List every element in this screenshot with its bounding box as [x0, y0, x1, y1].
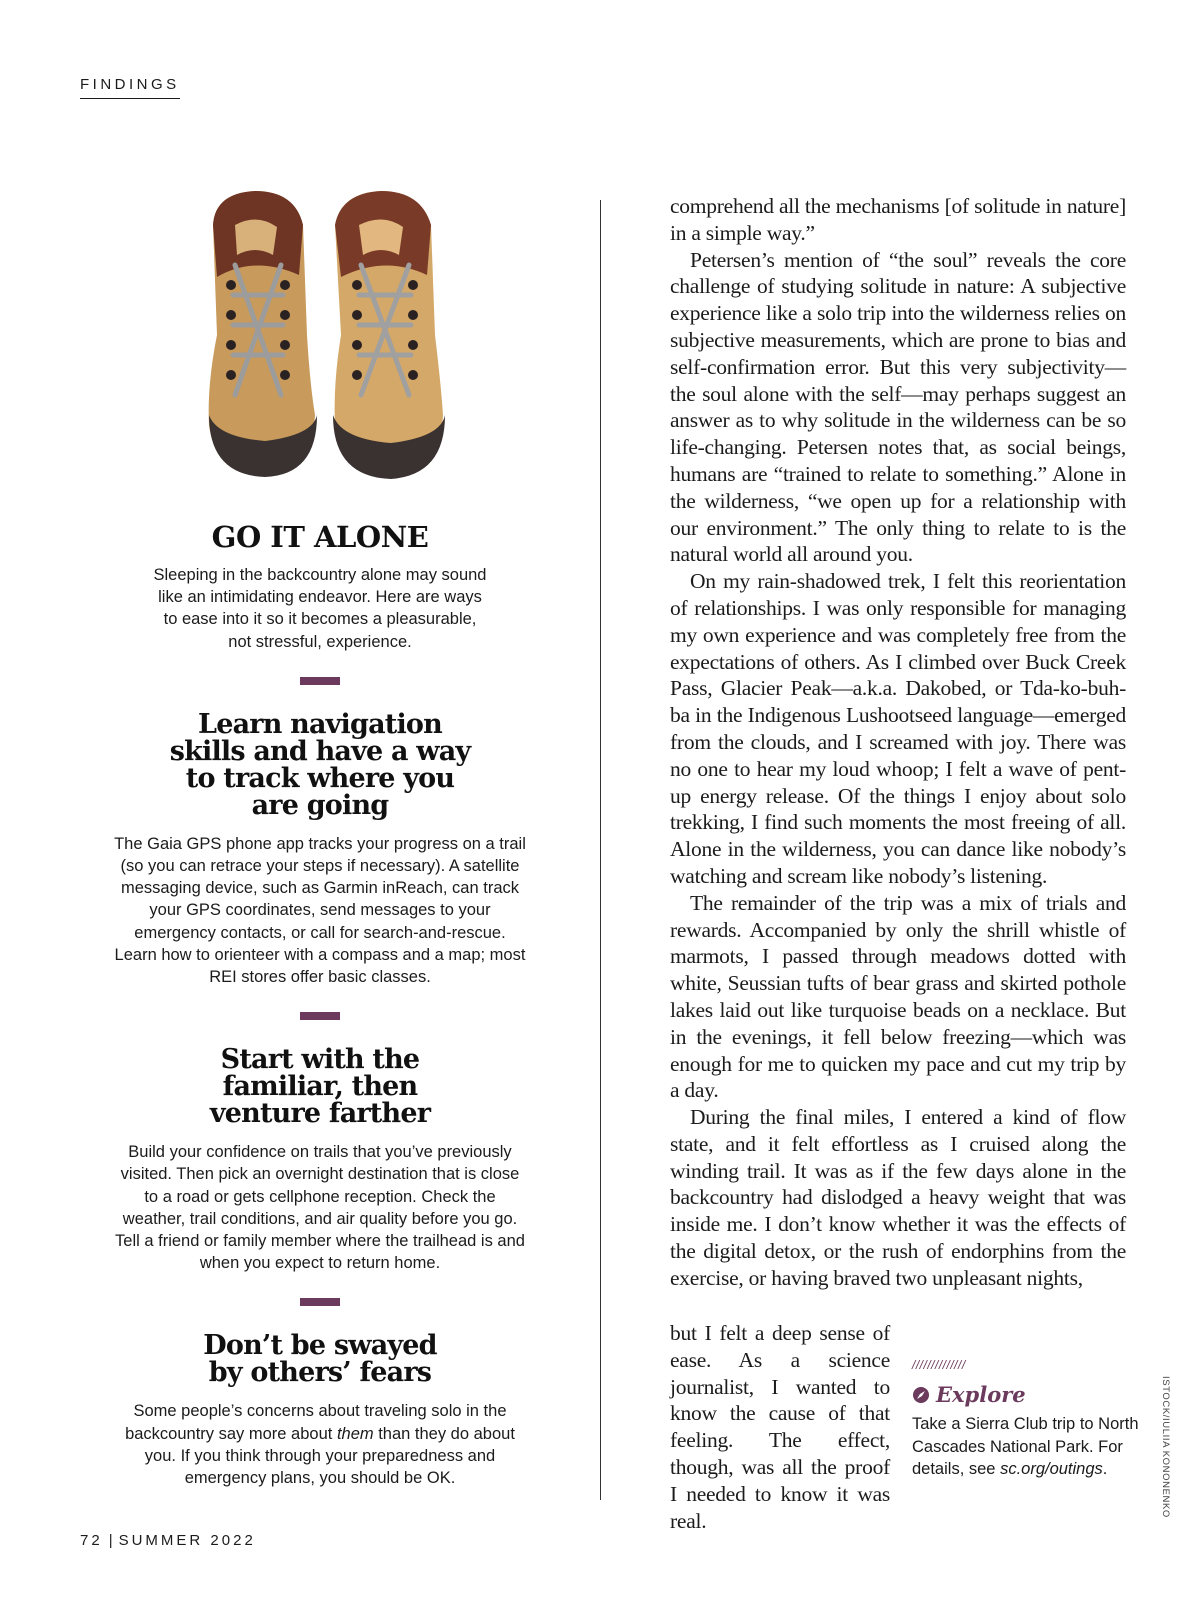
- article-paragraph: Petersen’s mention of “the soul” reveals the core challenge of studying solitude in nature: A subjective experience like a solo trip into the wilderness relies on subjective measurements, which are prone to bias and self-confirmation error. But this very subjectivity—the soul alone with the self—may perhaps suggest an answer as to why solitude in the wilderness can be so life-changing. Petersen notes that, as social beings, humans are “trained to relate to something.” Alone in the wilderness, “we open up for a relationship with our environment.” The only thing to relate to is the natural world all around you.: [670, 247, 1126, 567]
- tip-heading: Don’t be swayed by others’ fears: [203, 1330, 437, 1389]
- explore-text-end: .: [1102, 1460, 1108, 1478]
- explore-text: [912, 1413, 1142, 1481]
- left-boot: [209, 191, 317, 477]
- tip-body-emphasis: them: [336, 1424, 374, 1443]
- tip-body: [100, 1400, 540, 1489]
- article-paragraph: The remainder of the trip was a mix of trials and rewards. Accompanied by only the shrill whistle of marmots, I passed through meadows dotted with white, Seussian tufts of bear grass and skirted pothole lakes laid out like turquoise beads on a necklace. But in the evenings, it fell below freezing—which was enough for me to quicken my pace and cut my trip by a day.: [670, 890, 1126, 1103]
- article-body: [670, 193, 1126, 1292]
- tip-heading: Start with the familiar, then venture farther: [209, 1044, 431, 1130]
- sidebar-go-it-alone: [100, 520, 540, 1489]
- page-number: 72: [80, 1532, 103, 1549]
- tip-body: The Gaia GPS phone app tracks your progress on a trail (so you can retrace your steps if necessary). A satellite messaging device, such as Garmin inReach, can track your GPS coordinates, send messages to your emergency contacts, or call for search-and-rescue. Learn how to orienteer with a compass and a map; most REI stores offer basic classes.: [114, 834, 526, 987]
- tip-body-text: than they do about you. If you think through your preparedness and emergency plans, you should be OK.: [144, 1424, 515, 1488]
- article-paragraph: comprehend all the mechanisms [of solitude in nature] in a simple way.”: [670, 194, 1126, 245]
- right-boot: [333, 191, 445, 479]
- explore-link[interactable]: sc.org/outings: [1000, 1460, 1103, 1478]
- tip-body: Build your confidence on trails that you’ve previously visited. Then pick an overnight destination that is close to a road or gets cellphone reception. Check the weather, trail conditions, and air quality before you go. Tell a friend or family member where the trailhead is and when you expect to return home.: [115, 1143, 525, 1273]
- hiking-boots-illustration: [195, 185, 455, 485]
- explore-heading: [912, 1382, 1142, 1407]
- divider: [300, 1298, 340, 1306]
- explore-decoration: //////////////: [912, 1358, 966, 1372]
- sidebar-title: GO IT ALONE: [211, 520, 429, 554]
- issue-label: SUMMER 2022: [118, 1532, 256, 1549]
- compass-icon: [912, 1386, 930, 1404]
- explore-box: [912, 1358, 1142, 1481]
- photo-credit: ISTOCK/IULIIA KONONENKO: [1160, 1376, 1171, 1518]
- sidebar-intro: Sleeping in the backcountry alone may sound like an intimidating endeavor. Here are ways to ease into it so it becomes a pleasurable, not stressful, experience.: [153, 566, 487, 651]
- tip-heading: Learn navigation skills and have a way to track where you are going: [169, 708, 471, 821]
- article-paragraph: During the final miles, I entered a kind of flow state, and it felt effortless as I cruised along the winding trail. It was as if the few days alone in the backcountry had dislodged a heavy weight that was inside me. I don’t know whether it was the effects of the digital detox, or the rush of endorphins from the exercise, or having braved two unpleasant nights,: [670, 1105, 1126, 1290]
- article-paragraph: On my rain-shadowed trek, I felt this reorientation of relationships. I was only responsible for managing my own experience and was completely free from the expectations of others. As I climbed over Buck Creek Pass, Glacier Peak—a.k.a. Dakobed, or Tda-ko-buh-ba in the Indigenous Lushootseed language—emerged from the clouds, and I screamed with joy. There was no one to hear my loud whoop; I felt a wave of pent-up energy release. Of the things I enjoy about solo trekking, I find such moments the most freeing of all. Alone in the wilderness, you can dance like nobody’s watching and scream like nobody’s listening.: [670, 569, 1126, 888]
- column-rule: [600, 200, 601, 1500]
- explore-text-body: Take a Sierra Club trip to North Cascades National Park. For details, see: [912, 1415, 1139, 1478]
- page-footer: [80, 1532, 256, 1549]
- divider: [300, 677, 340, 685]
- article-final-paragraph: but I felt a deep sense of ease. As a science journalist, I wanted to know the cause of that feeling. The effect, though, was all the proof I needed to know it was real.: [670, 1321, 890, 1533]
- explore-title: Explore: [936, 1382, 1026, 1407]
- tip-body-text: Some people’s concerns about traveling solo in the backcountry say more about: [125, 1402, 507, 1443]
- divider: [300, 1012, 340, 1020]
- section-label: FINDINGS: [80, 76, 180, 99]
- footer-separator: |: [108, 1532, 113, 1549]
